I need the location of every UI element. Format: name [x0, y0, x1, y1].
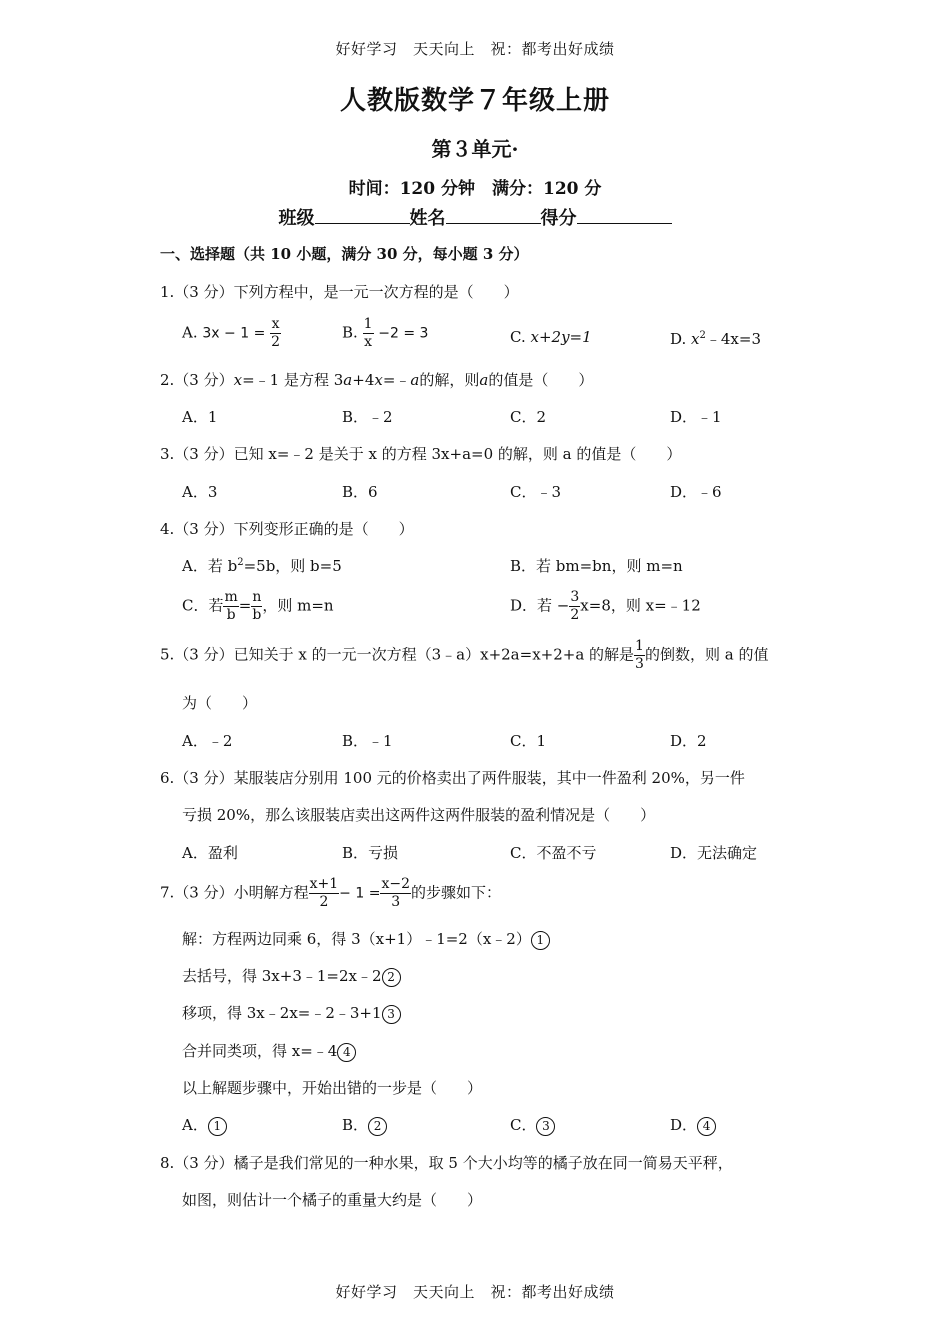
name-label: 姓名	[409, 208, 446, 229]
question-3-stem: 3.（3 分）已知 x=﹣2 是关于 x 的方程 3x+a=0 的解，则 a 的值是（ ）	[160, 445, 682, 463]
q7-step-2: 去括号，得 3x+3﹣1=2x﹣2 2	[182, 965, 401, 987]
q2-option-c: C．2	[510, 408, 547, 426]
q2-option-b: B．﹣2	[342, 408, 393, 426]
q6-option-a: A．盈利	[182, 844, 238, 862]
q7-step-4: 合并同类项，得 x=﹣4 4	[182, 1040, 356, 1062]
q6-option-b: B．亏损	[342, 844, 399, 862]
question-5-stem: 5.（3 分）已知关于 x 的一元一次方程（3﹣a）x+2a=x+2+a 的解是 $\frac{1}{3}$ 的倒数，则 a 的值	[160, 638, 769, 672]
q4-option-d: D．若 − $\frac{3}{2}$ x=8，则 x=﹣12	[510, 589, 701, 623]
q7-option-d: D． 4	[670, 1114, 716, 1136]
student-info-fields	[0, 204, 950, 230]
question-8-stem: 8.（3 分）橘子是我们常见的一种水果，取 5 个大小均等的橘子放在同一简易天平秤，	[160, 1154, 733, 1172]
page-footer: 好好学习 天天向上 祝：都考出好成绩	[335, 1283, 615, 1301]
q5-option-d: D．2	[670, 732, 707, 750]
q4-option-c: C．若 $\frac{m}{b}$ = $\frac{n}{b}$ ，则 m=n	[182, 589, 334, 623]
q3-option-b: B．6	[342, 483, 378, 501]
q1-option-b: B. $\frac{1}{x}$ −2 = 3	[342, 316, 429, 350]
q3-option-d: D．﹣6	[670, 483, 722, 501]
q1-option-d: D. $x^2﹣4x=3$	[670, 330, 762, 348]
q1-option-a: A. 3x − 1 = $\frac{x}{2}$	[182, 316, 281, 350]
q6-option-c: C．不盈不亏	[510, 844, 597, 862]
q7-option-a: A． 1	[182, 1114, 227, 1136]
step-marker-3: 3	[382, 1005, 401, 1024]
q7-step-3: 移项，得 3x﹣2x=﹣2﹣3+1 3	[182, 1002, 401, 1024]
q4-option-a: A．若 $b^2=5b$，则 b=5	[182, 557, 342, 575]
q7-option-b: B． 2	[342, 1114, 387, 1136]
step-marker-4: 4	[337, 1043, 356, 1062]
q2-option-d: D．﹣1	[670, 408, 722, 426]
question-1-stem: 1.（3 分）下列方程中，是一元一次方程的是（ ）	[160, 283, 519, 301]
q4-option-b: B．若 bm=bn，则 m=n	[510, 557, 683, 575]
question-6-stem-cont: 亏损 20%，那么该服装店卖出这两件这两件服装的盈利情况是（ ）	[182, 806, 656, 824]
class-blank	[315, 207, 410, 224]
q7-step-1: 解：方程两边同乘 6，得 3（x+1）﹣1=2（x﹣2） 1	[182, 928, 550, 950]
q1-a-fraction: $\frac{x}{2}$	[271, 316, 281, 350]
q3-option-c: C．﹣3	[510, 483, 562, 501]
section-title: 一、选择题（共 10 小题，满分 30 分，每小题 3 分）	[160, 245, 529, 263]
q2-option-a: A．1	[182, 408, 218, 426]
unit-subtitle: 第３单元·	[431, 137, 519, 161]
question-6-stem: 6.（3 分）某服装店分别用 100 元的价格卖出了两件服装，其中一件盈利 20%，另一件	[160, 769, 745, 787]
q5-option-a: A．﹣2	[182, 732, 233, 750]
question-4-stem: 4.（3 分）下列变形正确的是（ ）	[160, 520, 414, 538]
step-marker-1: 1	[531, 931, 550, 950]
page-header: 好好学习 天天向上 祝：都考出好成绩	[335, 40, 615, 58]
question-2-stem: 2.（3 分）x=﹣1 是方程 3a+4x=﹣a的解，则a的值是（ ）	[160, 371, 594, 389]
class-label: 班级	[278, 208, 315, 229]
q3-option-a: A．3	[182, 483, 218, 501]
page-title: 人教版数学７年级上册	[339, 86, 610, 116]
step-marker-2: 2	[382, 968, 401, 987]
q6-option-d: D．无法确定	[670, 844, 758, 862]
question-8-stem-cont: 如图，则估计一个橘子的重量大约是（ ）	[182, 1191, 483, 1209]
time-score-line: 时间：120 分钟 满分：120 分	[348, 179, 602, 199]
name-blank	[446, 207, 541, 224]
score-blank	[577, 207, 672, 224]
q1-option-c: C. x+2y=1	[510, 328, 592, 346]
q7-question-line: 以上解题步骤中，开始出错的一步是（ ）	[182, 1079, 483, 1097]
question-5-stem-cont: 为（ ）	[182, 694, 258, 712]
q1-b-fraction: $\frac{1}{x}$	[363, 316, 373, 350]
q5-option-b: B．﹣1	[342, 732, 393, 750]
score-label: 得分	[540, 208, 577, 229]
q7-option-c: C． 3	[510, 1114, 555, 1136]
q5-option-c: C．1	[510, 732, 547, 750]
question-7-stem: 7.（3 分）小明解方程 $\frac{x+1}{2}$ − 1 = $\frac{x-2}{3}$ 的步骤如下：	[160, 876, 502, 910]
